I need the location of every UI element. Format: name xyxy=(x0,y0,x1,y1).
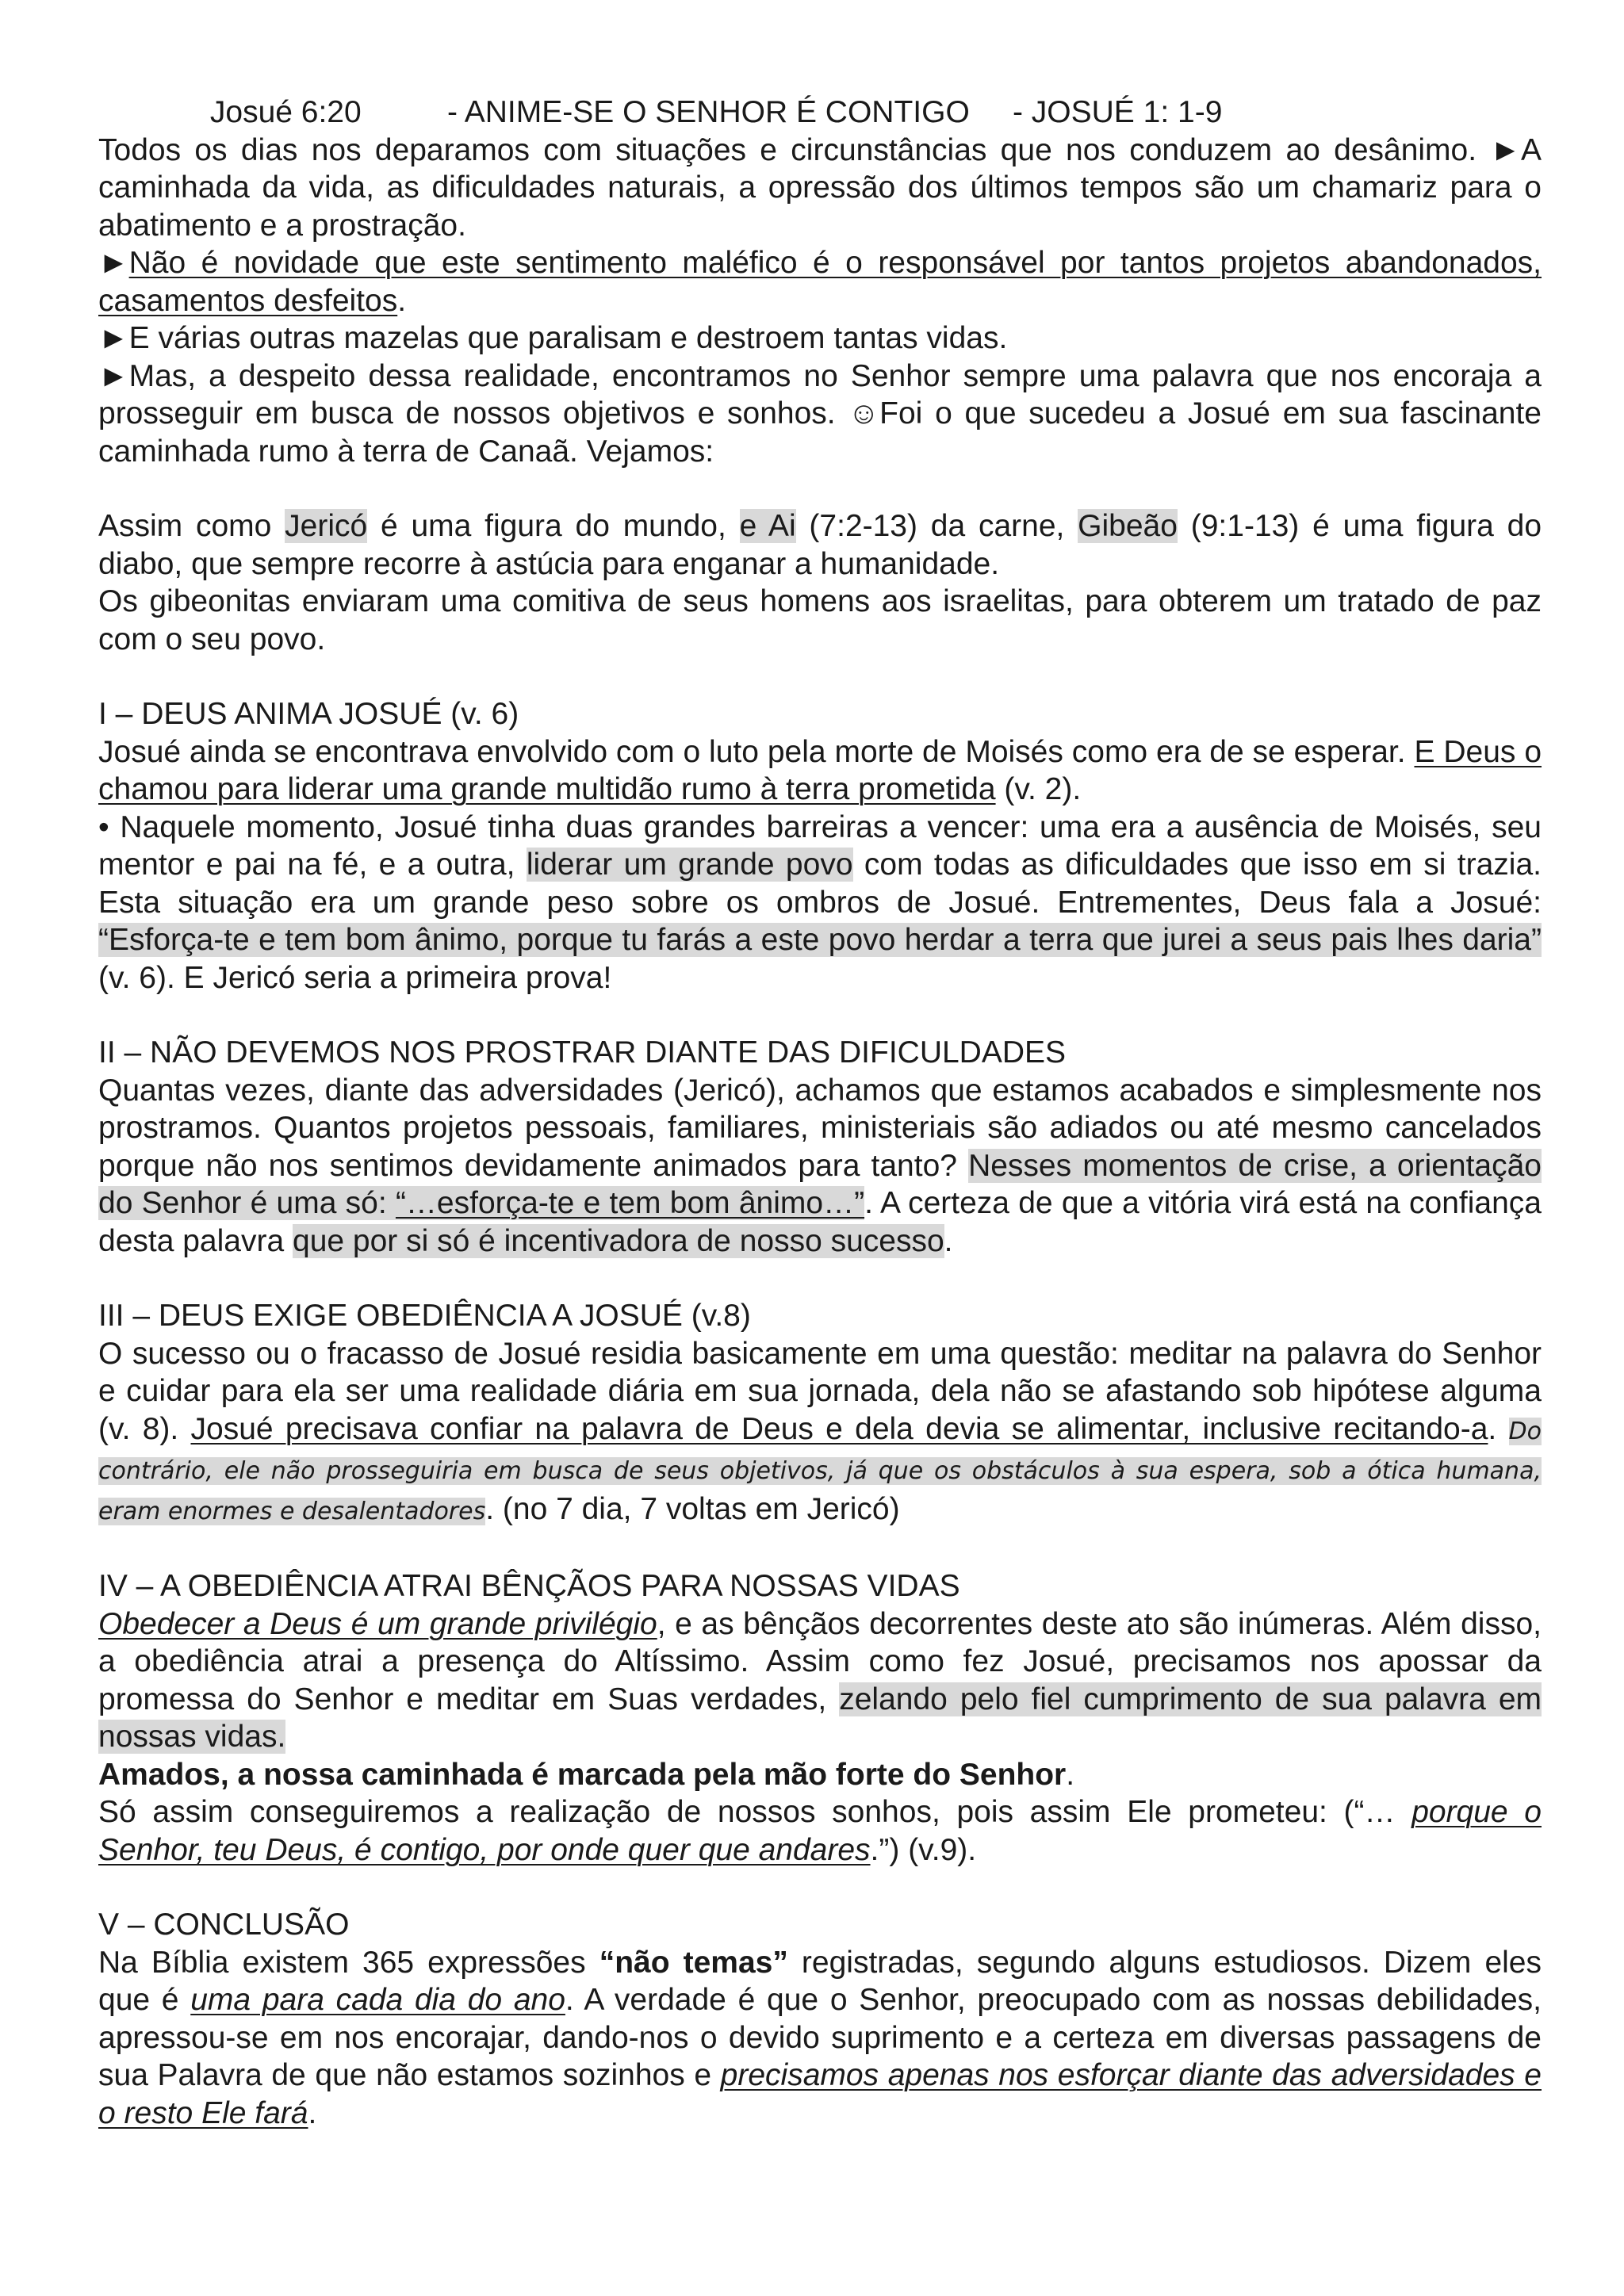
text: é uma figura do mundo, xyxy=(367,509,740,543)
section-3-paragraph xyxy=(98,1335,1542,1531)
underlined-text: E Deus o chamou para liderar uma grande multidão rumo à terra prometida xyxy=(98,734,1542,806)
highlight-quote: “…esforça-te e tem bom ânimo…” xyxy=(395,1186,865,1220)
section-1-paragraph-1 xyxy=(98,733,1542,809)
section-2-heading: II – NÃO DEVEMOS NOS PROSTRAR DIANTE DAS DIFICULDADES xyxy=(98,1035,1067,1070)
italic-underlined-text: Obedecer a Deus é um grande privilégio xyxy=(98,1606,657,1641)
section-5-paragraph xyxy=(98,1944,1542,2133)
title-main: - ANIME-SE O SENHOR É CONTIGO xyxy=(447,95,970,129)
section-5-heading: V – CONCLUSÃO xyxy=(98,1908,350,1942)
section-2-paragraph xyxy=(98,1072,1542,1261)
text: Josué ainda se encontrava envolvido com o luto pela morte de Moisés como era de se esperar. xyxy=(98,734,1415,769)
figures-paragraph xyxy=(98,507,1542,583)
highlight-gibeao: Gibeão xyxy=(1078,509,1178,543)
text: registradas, segundo alguns estudiosos. Dizem eles que é xyxy=(98,1945,1542,2017)
highlight: liderar um grande povo xyxy=(526,848,853,882)
intro-paragraph xyxy=(98,132,1542,245)
highlight: zelando pelo fiel cumprimento de sua palavra em nossas vidas. xyxy=(98,1682,1542,1754)
text: com todas as dificuldades que isso em si trazia. Esta situação era um grande peso sobre os ombros de Josué. Entrementes, Deus fala a Josué: xyxy=(98,848,1542,920)
gibeonitas-paragraph: Os gibeonitas enviaram uma comitiva de seus homens aos israelitas, para obterem um tratado de paz com o seu povo. xyxy=(98,584,1542,656)
intro-bullet-4 xyxy=(98,358,1542,471)
section-4-bold-line xyxy=(98,1756,1542,1794)
section-4-heading: IV – A OBEDIÊNCIA ATRAI BÊNÇÃOS PARA NOSSAS VIDAS xyxy=(98,1569,960,1603)
underlined-text: Josué precisava confiar na palavra de Deus e dela devia se alimentar, inclusive recitando-a xyxy=(190,1411,1488,1446)
highlight-ai: e Ai xyxy=(739,509,796,543)
text: (7:2-13) da carne, xyxy=(795,509,1078,543)
bullet-marker: ► xyxy=(98,246,129,280)
section-4-paragraph xyxy=(98,1605,1542,1756)
punctuation: . xyxy=(944,1223,953,1258)
spacer xyxy=(98,997,1542,1034)
spacer xyxy=(98,1869,1542,1906)
bold-text: “não temas” xyxy=(599,1945,788,1980)
text: Assim como xyxy=(98,509,285,543)
document-title-line xyxy=(98,94,1542,132)
title-reference: Josué 6:20 xyxy=(209,95,362,129)
spacer xyxy=(98,470,1542,507)
bold-text: Amados, a nossa caminhada é marcada pela mão forte do Senhor xyxy=(98,1757,1067,1792)
underlined-text: Não é novidade que este sentimento maléfico é o responsável por tantos projetos abandonados, casamentos desfeitos xyxy=(98,246,1542,318)
highlight: Nesses momentos de crise, a orientação do Senhor é uma só: xyxy=(98,1148,1542,1220)
highlight-italic: Do contrário, ele não prosseguiria em busca de seus objetivos, já que os obstáculos à sua espera, sob a ótica humana, eram enormes e desalentadores xyxy=(98,1417,1542,1525)
punctuation: . xyxy=(1066,1757,1075,1792)
intro-bullet-1: ►A caminhada da vida, as dificuldades naturais, a opressão dos últimos tempos são um chamariz para o abatimento e a prostração. xyxy=(98,132,1542,243)
bullet-text: ►Mas, a despeito dessa realidade, encontramos no Senhor sempre uma palavra que nos encoraja a prosseguir em busca de nossos objetivos e sonhos. xyxy=(98,358,1542,430)
italic-underlined-text: precisamos apenas nos esforçar diante das adversidades e o resto Ele fará xyxy=(98,2058,1542,2130)
section-4-promise xyxy=(98,1793,1542,1869)
spacer xyxy=(98,1260,1542,1297)
section-3-heading: III – DEUS EXIGE OBEDIÊNCIA A JOSUÉ (v.8) xyxy=(98,1299,751,1333)
text: . xyxy=(1488,1411,1509,1446)
smiley-text: ☺Foi o que sucedeu a Josué em sua fascinante caminhada rumo à terra de Canaã. Vejamos: xyxy=(98,396,1542,469)
section-1-paragraph-2 xyxy=(98,809,1542,997)
spacer xyxy=(98,658,1542,695)
text: .”) (v.9). xyxy=(870,1832,977,1867)
italic-underlined-text: uma para cada dia do ano xyxy=(190,1983,565,2017)
text: • Naquele momento, Josué tinha duas grandes barreiras a vencer: uma era a ausência de Moisés, seu mentor e pai na fé, e a outra, xyxy=(98,809,1542,882)
text: Na Bíblia existem 365 expressões xyxy=(98,1945,599,1980)
text: . A verdade é que o Senhor, preocupado com as nossas debilidades, apressou-se em nos encorajar, dando-nos o devido suprimento e a certeza em diversas passagens de sua Palavra de que não estamos sozinhos e xyxy=(98,1983,1542,2092)
highlight: que por si só é incentivadora de nosso sucesso xyxy=(293,1223,944,1258)
text: Quantas vezes, diante das adversidades (Jericó), achamos que estamos acabados e simplesmente nos prostramos. Quantos projetos pessoais, familiares, ministeriais são adiados ou até mesmo cancelados porque não nos sentimos devidamente animados para tanto? xyxy=(98,1073,1542,1183)
intro-text: Todos os dias nos deparamos com situações e circunstâncias que nos conduzem ao desânimo. xyxy=(98,132,1477,167)
italic-underlined-text: porque o Senhor, teu Deus, é contigo, por onde quer que andares xyxy=(98,1795,1542,1867)
text: , e as bênçãos decorrentes deste ato são inúmeras. Além disso, a obediência atrai a presença do Altíssimo. Assim como fez Josué, precisamos nos apossar da promessa do Senhor e meditar em Suas verdades, xyxy=(98,1606,1542,1716)
text: . (no 7 dia, 7 voltas em Jericó) xyxy=(485,1491,900,1526)
punctuation: . xyxy=(397,283,407,318)
punctuation: . xyxy=(308,2095,317,2130)
title-passage: - JOSUÉ 1: 1-9 xyxy=(1012,95,1223,129)
section-1-heading: I – DEUS ANIMA JOSUÉ (v. 6) xyxy=(98,697,519,731)
highlight-jerico: Jericó xyxy=(285,509,368,543)
text: (v. 6). E Jericó seria a primeira prova! xyxy=(98,960,612,995)
document-page xyxy=(98,94,1542,2132)
text: Só assim conseguiremos a realização de nossos sonhos, pois assim Ele prometeu: (“… xyxy=(98,1795,1412,1829)
highlight-quote: “Esforça-te e tem bom ânimo, porque tu farás a este povo herdar a terra que jurei a seus pais lhes daria” xyxy=(98,923,1542,957)
text: (v. 2). xyxy=(995,772,1082,806)
text: (9:1-13) é uma figura do diabo, que sempre recorre à astúcia para enganar a humanidade. xyxy=(98,509,1542,581)
text: . A certeza de que a vitória virá está na confiança desta palavra xyxy=(98,1186,1542,1258)
intro-bullet-2 xyxy=(98,244,1542,320)
intro-bullet-3: ►E várias outras mazelas que paralisam e destroem tantas vidas. xyxy=(98,321,1008,355)
spacer xyxy=(98,1530,1542,1567)
text: O sucesso ou o fracasso de Josué residia basicamente em uma questão: meditar na palavra do Senhor e cuidar para ela ser uma realidade diária em sua jornada, dela não se afastando sob hipótese alguma (v. 8). xyxy=(98,1336,1542,1446)
